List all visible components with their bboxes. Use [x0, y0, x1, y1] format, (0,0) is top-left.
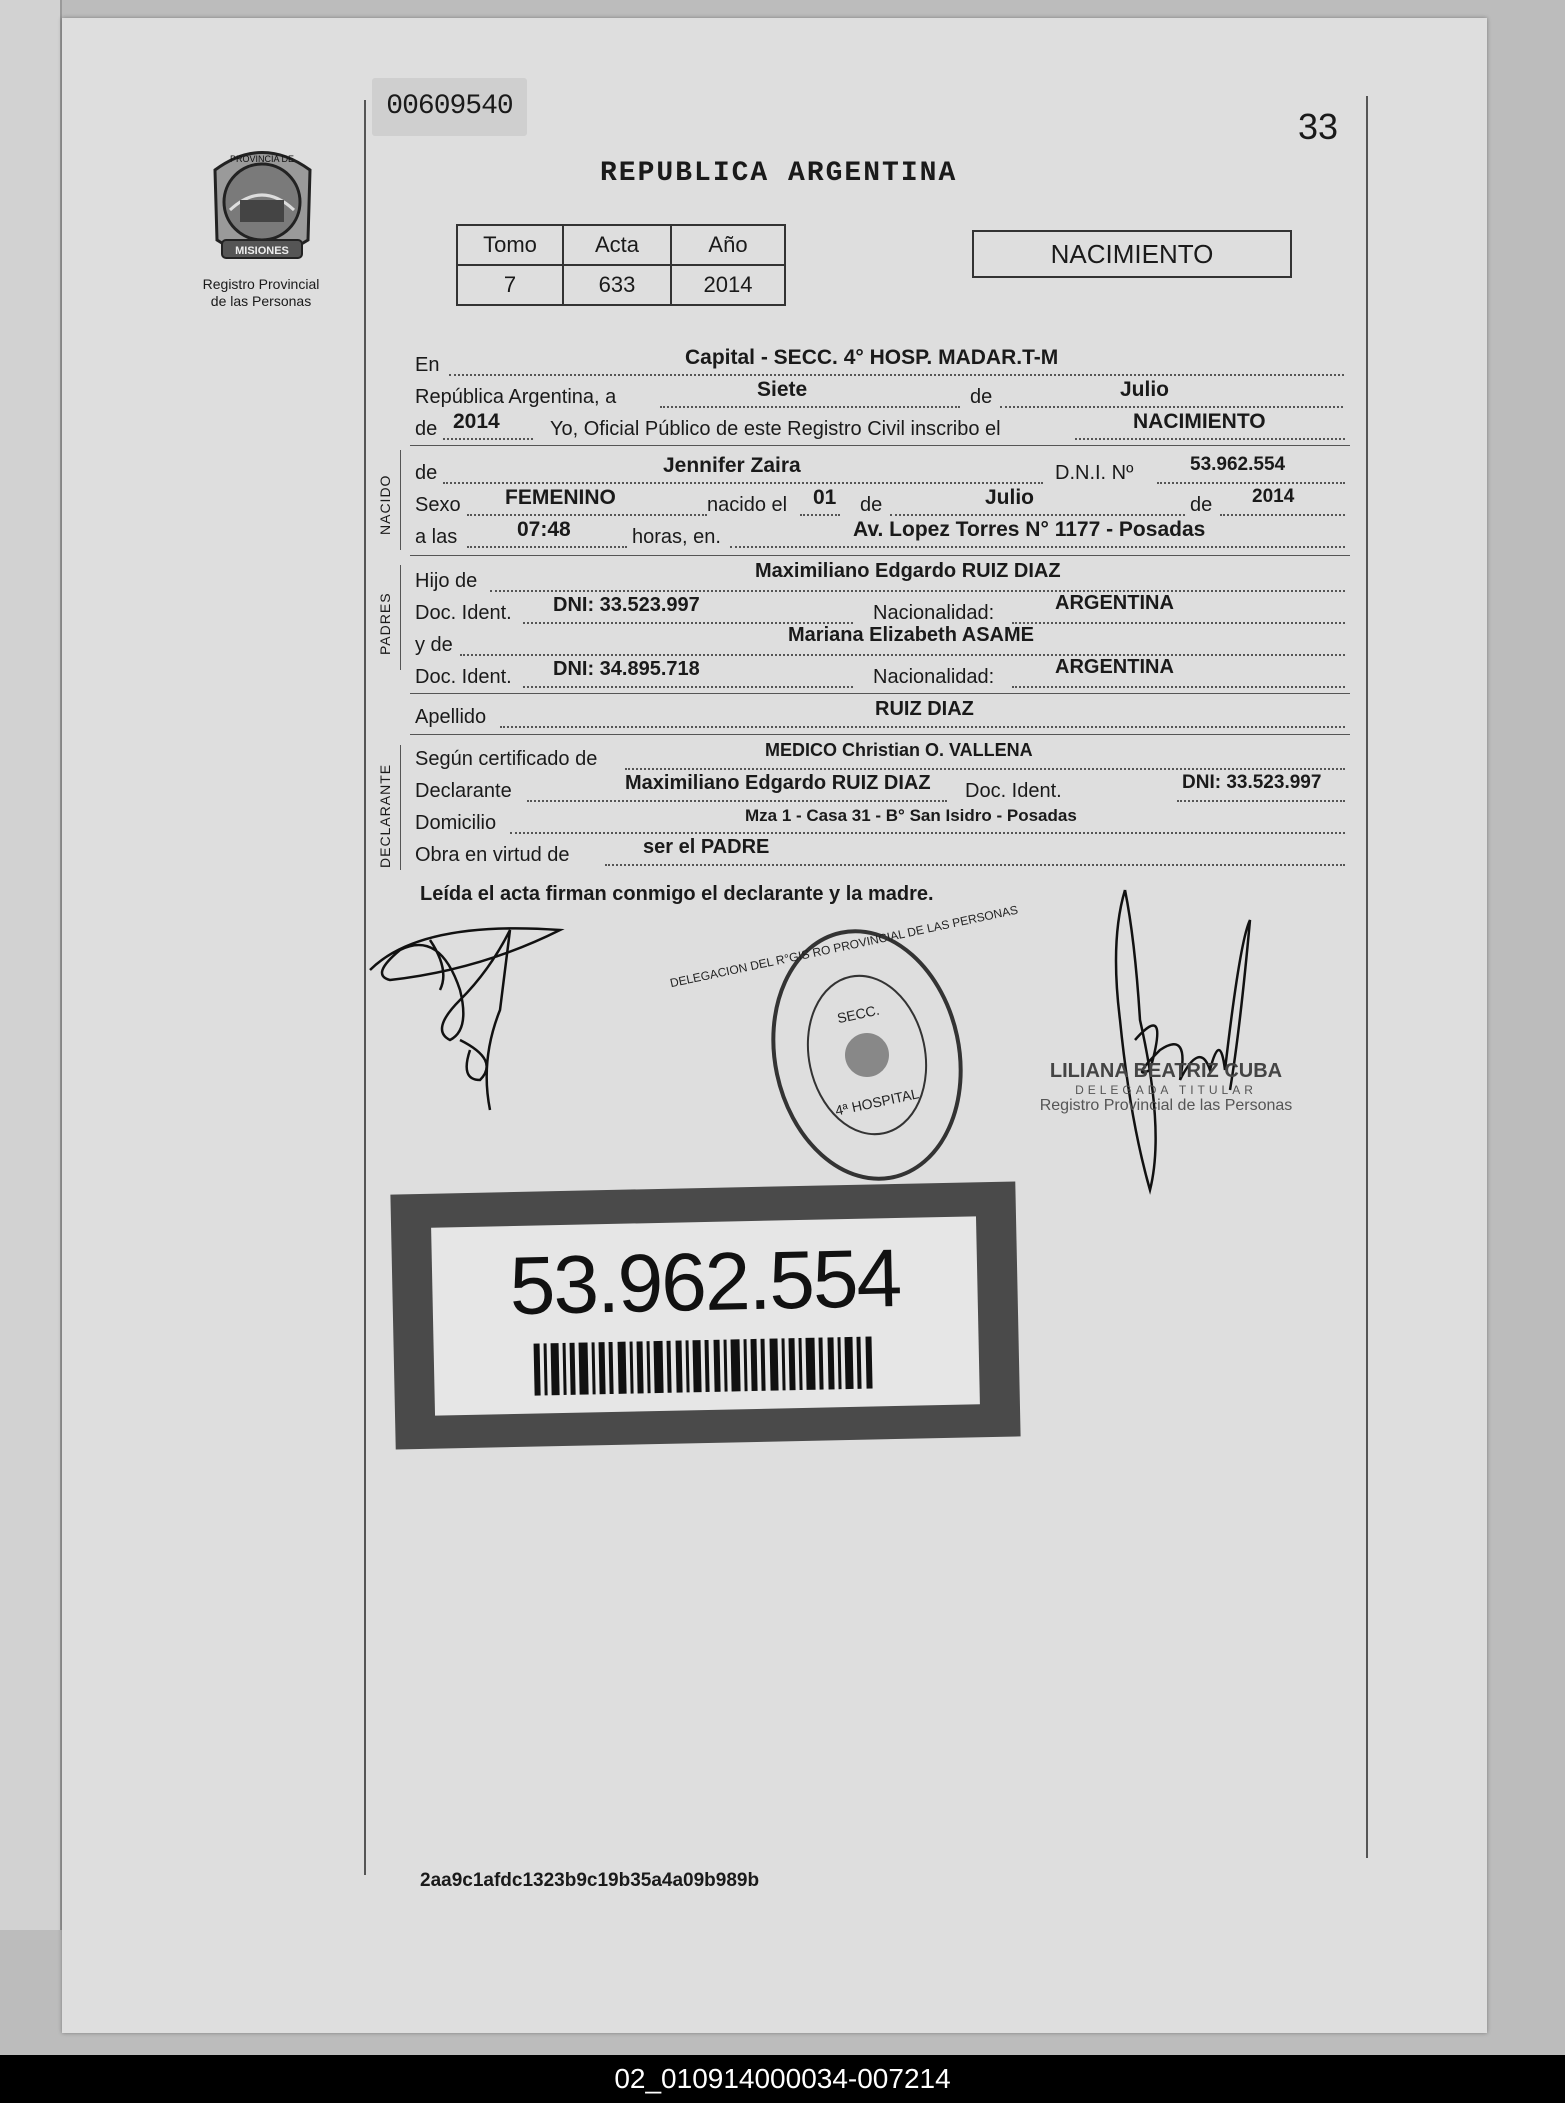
page-number: 33 — [1298, 106, 1339, 147]
section-declarante: DECLARANTE — [377, 763, 393, 868]
serial-number: 00609540 — [372, 78, 527, 136]
birth-month: Julio — [985, 486, 1035, 509]
header-tomo: Tomo — [457, 225, 563, 265]
day-value: Siete — [757, 378, 808, 401]
file-id-caption: 02_010914000034-007214 — [0, 2055, 1565, 2103]
relation-value: ser el PADRE — [643, 836, 770, 858]
birth-place: Av. Lopez Torres N° 1177 - Posadas — [853, 518, 1206, 541]
child-dni: 53.962.554 — [1190, 454, 1286, 475]
father-name: Maximiliano Edgardo RUIZ DIAZ — [755, 560, 1061, 582]
svg-text:MISIONES: MISIONES — [235, 245, 289, 257]
birth-time: 07:48 — [517, 518, 571, 541]
registry-stamp-icon — [668, 902, 1020, 1193]
header-acta: Acta — [563, 225, 671, 265]
tomo-acta-ano-table — [456, 224, 786, 306]
mother-nationality: ARGENTINA — [1055, 656, 1174, 678]
barcode-number: 53.962.554 — [508, 1232, 901, 1333]
document-hash: 2aa9c1afdc1323b9c19b35a4a09b989b — [420, 1870, 760, 1891]
surname-value: RUIZ DIAZ — [875, 698, 974, 720]
header-ano: Año — [671, 225, 785, 265]
place-value: Capital - SECC. 4° HOSP. MADAR.T-M — [685, 346, 1059, 369]
barcode-sticker — [390, 1181, 1020, 1449]
birth-year: 2014 — [1252, 486, 1295, 507]
registry-label: Registro Provincial de las Personas — [202, 276, 320, 309]
misiones-seal-icon — [200, 140, 325, 275]
svg-text:4ª HOSPITAL: 4ª HOSPITAL — [833, 1085, 921, 1119]
section-padres: PADRES — [377, 592, 393, 655]
section-nacido: NACIDO — [377, 474, 393, 535]
official-name-stamp: LILIANA BEATRIZ CUBA DELEGADA TITULAR Registro Provincial de las Personas — [1039, 1060, 1293, 1114]
birth-day: 01 — [813, 486, 837, 509]
mother-name: Mariana Elizabeth ASAME — [788, 624, 1034, 646]
month-value: Julio — [1120, 378, 1170, 401]
inscribo-value: NACIMIENTO — [1133, 410, 1266, 433]
right-margin-line — [1366, 96, 1368, 1858]
father-nationality: ARGENTINA — [1055, 592, 1174, 614]
barcode-bars-icon — [534, 1336, 880, 1395]
year-value: 2014 — [453, 410, 500, 433]
declarant-doc: DNI: 33.523.997 — [1182, 772, 1322, 793]
child-name: Jennifer Zaira — [663, 454, 801, 477]
mother-doc: DNI: 34.895.718 — [553, 658, 700, 680]
sex-value: FEMENINO — [505, 486, 616, 509]
svg-text:PROVINCIA DE: PROVINCIA DE — [229, 154, 295, 164]
official-signature-icon — [1090, 880, 1270, 1200]
value-ano: 2014 — [671, 265, 785, 305]
declarant-name: Maximiliano Edgardo RUIZ DIAZ — [625, 772, 931, 794]
adjacent-page — [0, 0, 62, 1930]
value-tomo: 7 — [457, 265, 563, 305]
act-type-box: NACIMIENTO — [972, 230, 1292, 278]
svg-text:SECC.: SECC. — [835, 1001, 881, 1027]
certificate-value: MEDICO Christian O. VALLENA — [765, 740, 1033, 760]
svg-text:DELEGACION DEL R°GIS RO PROVIN: DELEGACION DEL R°GIS RO PROVINCIAL DE LAS PERSONAS — [668, 902, 1020, 991]
address-value: Mza 1 - Casa 31 - B° San Isidro - Posadas — [745, 806, 1077, 825]
closing-statement: Leída el acta firman conmigo el declarante y la madre. — [420, 883, 934, 905]
value-acta: 633 — [563, 265, 671, 305]
declarant-signature-icon — [360, 910, 580, 1130]
father-doc: DNI: 33.523.997 — [553, 594, 700, 616]
country-title: REPUBLICA ARGENTINA — [600, 158, 958, 189]
